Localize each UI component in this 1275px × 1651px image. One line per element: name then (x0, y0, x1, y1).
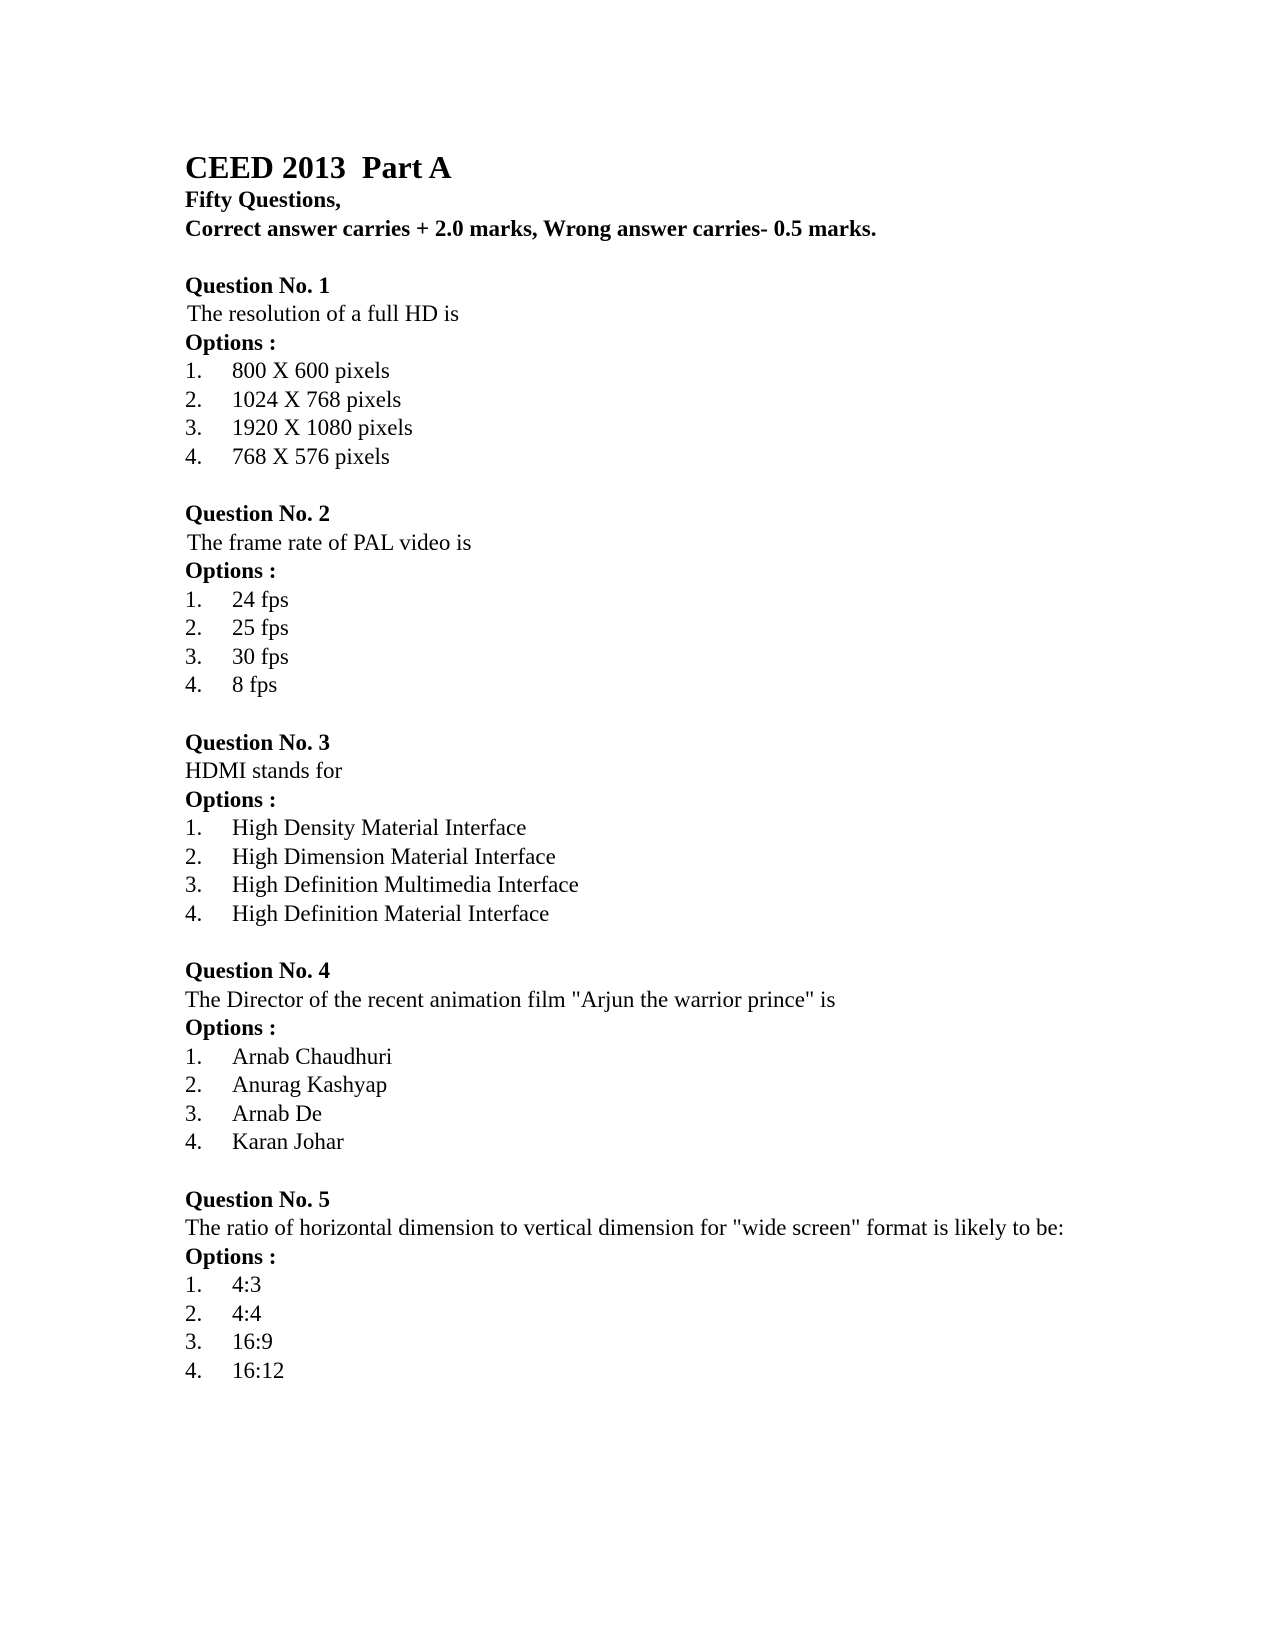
option-1 (185, 586, 1085, 615)
option-4 (185, 1357, 1085, 1386)
option-text: High Definition Material Interface (232, 900, 550, 926)
option-4 (185, 443, 1085, 472)
option-text: High Dimension Material Interface (232, 843, 556, 869)
options-list (185, 1271, 1085, 1385)
option-text: 24 fps (232, 586, 289, 612)
question-text: The frame rate of PAL video is (187, 529, 472, 555)
option-2 (185, 843, 1085, 872)
option-text: Karan Johar (232, 1129, 344, 1154)
option-number: 1. (185, 1272, 203, 1297)
header-spacer (185, 243, 1085, 272)
option-3 (185, 871, 1085, 900)
option-number: 3. (185, 1100, 203, 1126)
option-text: 4:4 (232, 1300, 262, 1326)
option-2 (185, 1071, 1085, 1100)
question-label: Question No. 3 (185, 729, 331, 755)
options-list (185, 814, 1085, 928)
options-label: Options : (185, 1243, 277, 1269)
question-count: Fifty Questions, (185, 187, 341, 212)
option-number: 2. (185, 1072, 203, 1097)
option-text: High Definition Multimedia Interface (232, 872, 579, 897)
option-3 (185, 643, 1085, 672)
question-text: The ratio of horizontal dimension to vertical dimension for "wide screen" format is likely to be: (185, 1215, 1065, 1240)
option-text: 768 X 576 pixels (232, 443, 390, 469)
option-number: 2. (185, 615, 203, 640)
option-number: 1. (185, 815, 203, 840)
option-number: 3. (185, 415, 203, 440)
option-number: 1. (185, 586, 203, 612)
option-text: 25 fps (232, 615, 289, 640)
option-text: Arnab Chaudhuri (232, 1043, 393, 1069)
question-label: Question No. 1 (185, 272, 331, 298)
option-number: 4. (185, 443, 203, 469)
option-2 (185, 614, 1085, 643)
option-number: 4. (185, 672, 203, 697)
options-label: Options : (185, 329, 277, 355)
option-number: 2. (185, 843, 203, 869)
option-text: 16:9 (232, 1329, 273, 1354)
question-2 (185, 500, 1085, 700)
option-number: 2. (185, 386, 203, 412)
question-text: HDMI stands for (185, 758, 343, 783)
option-number: 2. (185, 1300, 203, 1326)
options-list (185, 586, 1085, 700)
option-number: 4. (185, 900, 203, 926)
option-text: Anurag Kashyap (232, 1072, 388, 1097)
option-text: 1920 X 1080 pixels (232, 415, 413, 440)
question-3 (185, 729, 1085, 929)
question-4 (185, 957, 1085, 1157)
option-number: 4. (185, 1357, 203, 1383)
options-label: Options : (185, 1015, 277, 1040)
marking-scheme: Correct answer carries + 2.0 marks, Wrong answer carries- 0.5 marks. (185, 215, 877, 241)
option-text: High Density Material Interface (232, 815, 527, 840)
options-list (185, 1043, 1085, 1157)
option-2 (185, 1300, 1085, 1329)
option-text: 1024 X 768 pixels (232, 386, 402, 412)
question-label: Question No. 5 (185, 1186, 331, 1212)
option-3 (185, 414, 1085, 443)
question-1 (185, 272, 1085, 472)
option-1 (185, 1271, 1085, 1300)
option-text: Arnab De (232, 1100, 323, 1126)
option-number: 1. (185, 358, 203, 383)
option-text: 8 fps (232, 672, 278, 697)
options-label: Options : (185, 558, 277, 583)
option-number: 3. (185, 1329, 203, 1354)
question-5 (185, 1186, 1085, 1386)
option-1 (185, 357, 1085, 386)
option-2 (185, 386, 1085, 415)
option-4 (185, 900, 1085, 929)
question-text: The resolution of a full HD is (187, 301, 460, 326)
option-text: 4:3 (232, 1272, 262, 1297)
options-list (185, 357, 1085, 471)
option-text: 30 fps (232, 643, 289, 669)
page-title: CEED 2013 Part A (185, 149, 452, 185)
option-text: 16:12 (232, 1357, 285, 1383)
option-1 (185, 814, 1085, 843)
exam-page (185, 148, 1085, 1414)
question-label: Question No. 4 (185, 958, 331, 983)
option-number: 4. (185, 1129, 203, 1154)
question-text: The Director of the recent animation film "Arjun the warrior prince" is (185, 986, 836, 1012)
option-1 (185, 1043, 1085, 1072)
option-3 (185, 1100, 1085, 1129)
option-3 (185, 1328, 1085, 1357)
option-text: 800 X 600 pixels (232, 358, 390, 383)
question-label: Question No. 2 (185, 501, 331, 526)
option-4 (185, 1128, 1085, 1157)
option-number: 3. (185, 643, 203, 669)
option-number: 3. (185, 872, 203, 897)
option-number: 1. (185, 1043, 203, 1069)
options-label: Options : (185, 786, 277, 812)
option-4 (185, 671, 1085, 700)
